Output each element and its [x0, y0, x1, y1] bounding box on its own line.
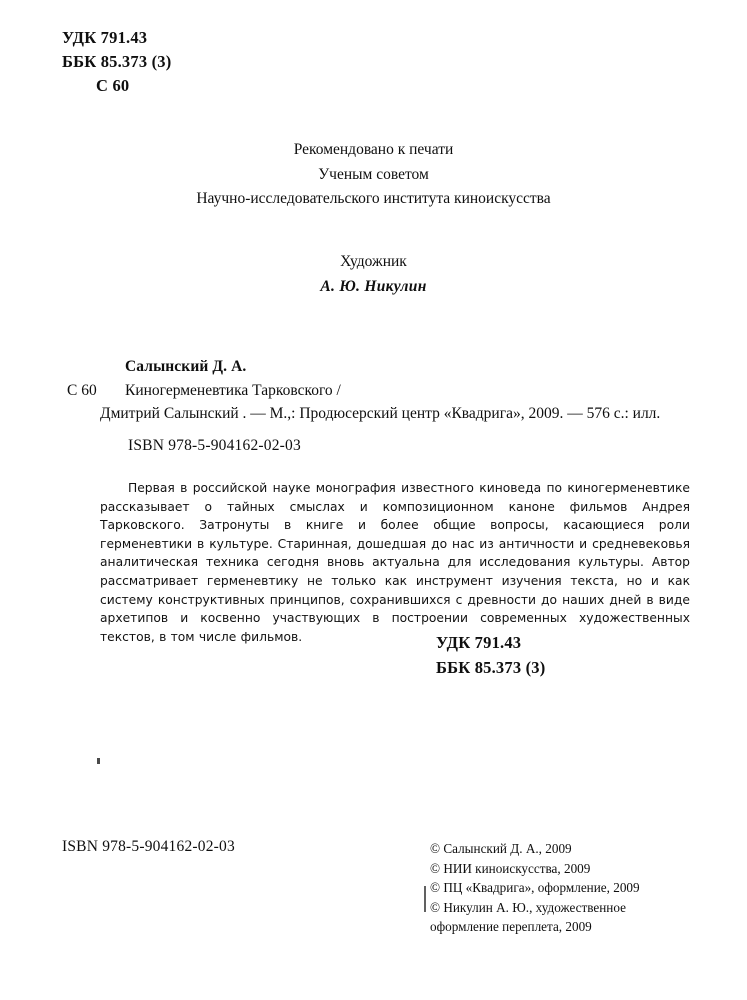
copyright-line: © Никулин А. Ю., художественное [430, 899, 626, 915]
copyright-line: © ПЦ «Квадрига», оформление, 2009 [430, 880, 640, 895]
record-title: Киногерменевтика Тарковского / [125, 381, 341, 399]
copyright-line: © НИИ киноискусства, 2009 [430, 860, 591, 876]
udk-code-top: УДК 791.43 [62, 28, 148, 47]
annotation-paragraph: Первая в российской науке монография известного киноведа по киногерменевтике рассказывает о тайных смыслах и композиционном каноне фильмов Андрея Тарковского. Затронуты в книге и более общие вопросы, касающиеся роли герменевтики в культуре. Старинная, дошедшая до нас из античности и средневековья аналитическая техника сегодня вновь актуальна для исследования культуры. Автор рассматривает герменевтику не только как инструмент изучения текста, но и как систему конструктивных принципов, сохранившихся с древности до наших дней в виде архетипов и косвенно участвующих в построении современных художественных текстов, в том числе фильмов. [100, 481, 690, 644]
recommendation-line-3: Научно-исследовательского института киноискусства [196, 190, 551, 207]
udk-code-bottom: УДК 791.43 [436, 633, 522, 652]
record-imprint: Дмитрий Салынский . — М.,: Продюсерский центр «Квадрига», 2009. — 576 с.: илл. [100, 405, 661, 422]
record-title-row [62, 379, 702, 403]
recommendation-line-1: Рекомендовано к печати [293, 141, 454, 158]
footer-isbn: ISBN 978-5-904162-02-03 [62, 838, 235, 855]
record-isbn: ISBN 978-5-904162-02-03 [128, 437, 301, 454]
copyright-block [430, 839, 640, 937]
recommendation-block [0, 138, 747, 212]
classification-block-top [62, 26, 171, 98]
artist-credit-block [0, 249, 747, 299]
scan-artifact-streak [424, 886, 426, 912]
artist-role-label: Художник [340, 253, 407, 270]
bibliographic-record [62, 355, 702, 426]
copyright-line: © Салынский Д. А., 2009 [430, 841, 572, 856]
record-author: Салынский Д. А. [125, 358, 247, 375]
copyright-line: оформление переплета, 2009 [430, 919, 592, 934]
shelf-code-top: С 60 [96, 76, 130, 95]
record-shelf-code: С 60 [67, 381, 97, 399]
classification-block-bottom [436, 630, 545, 680]
recommendation-line-2: Ученым советом [318, 165, 429, 183]
artist-name: А. Ю. Никулин [320, 278, 427, 295]
scan-artifact-dot [97, 758, 100, 764]
bbk-code-bottom: ББК 85.373 (3) [436, 658, 546, 677]
bbk-code-top: ББК 85.373 (3) [62, 52, 172, 71]
